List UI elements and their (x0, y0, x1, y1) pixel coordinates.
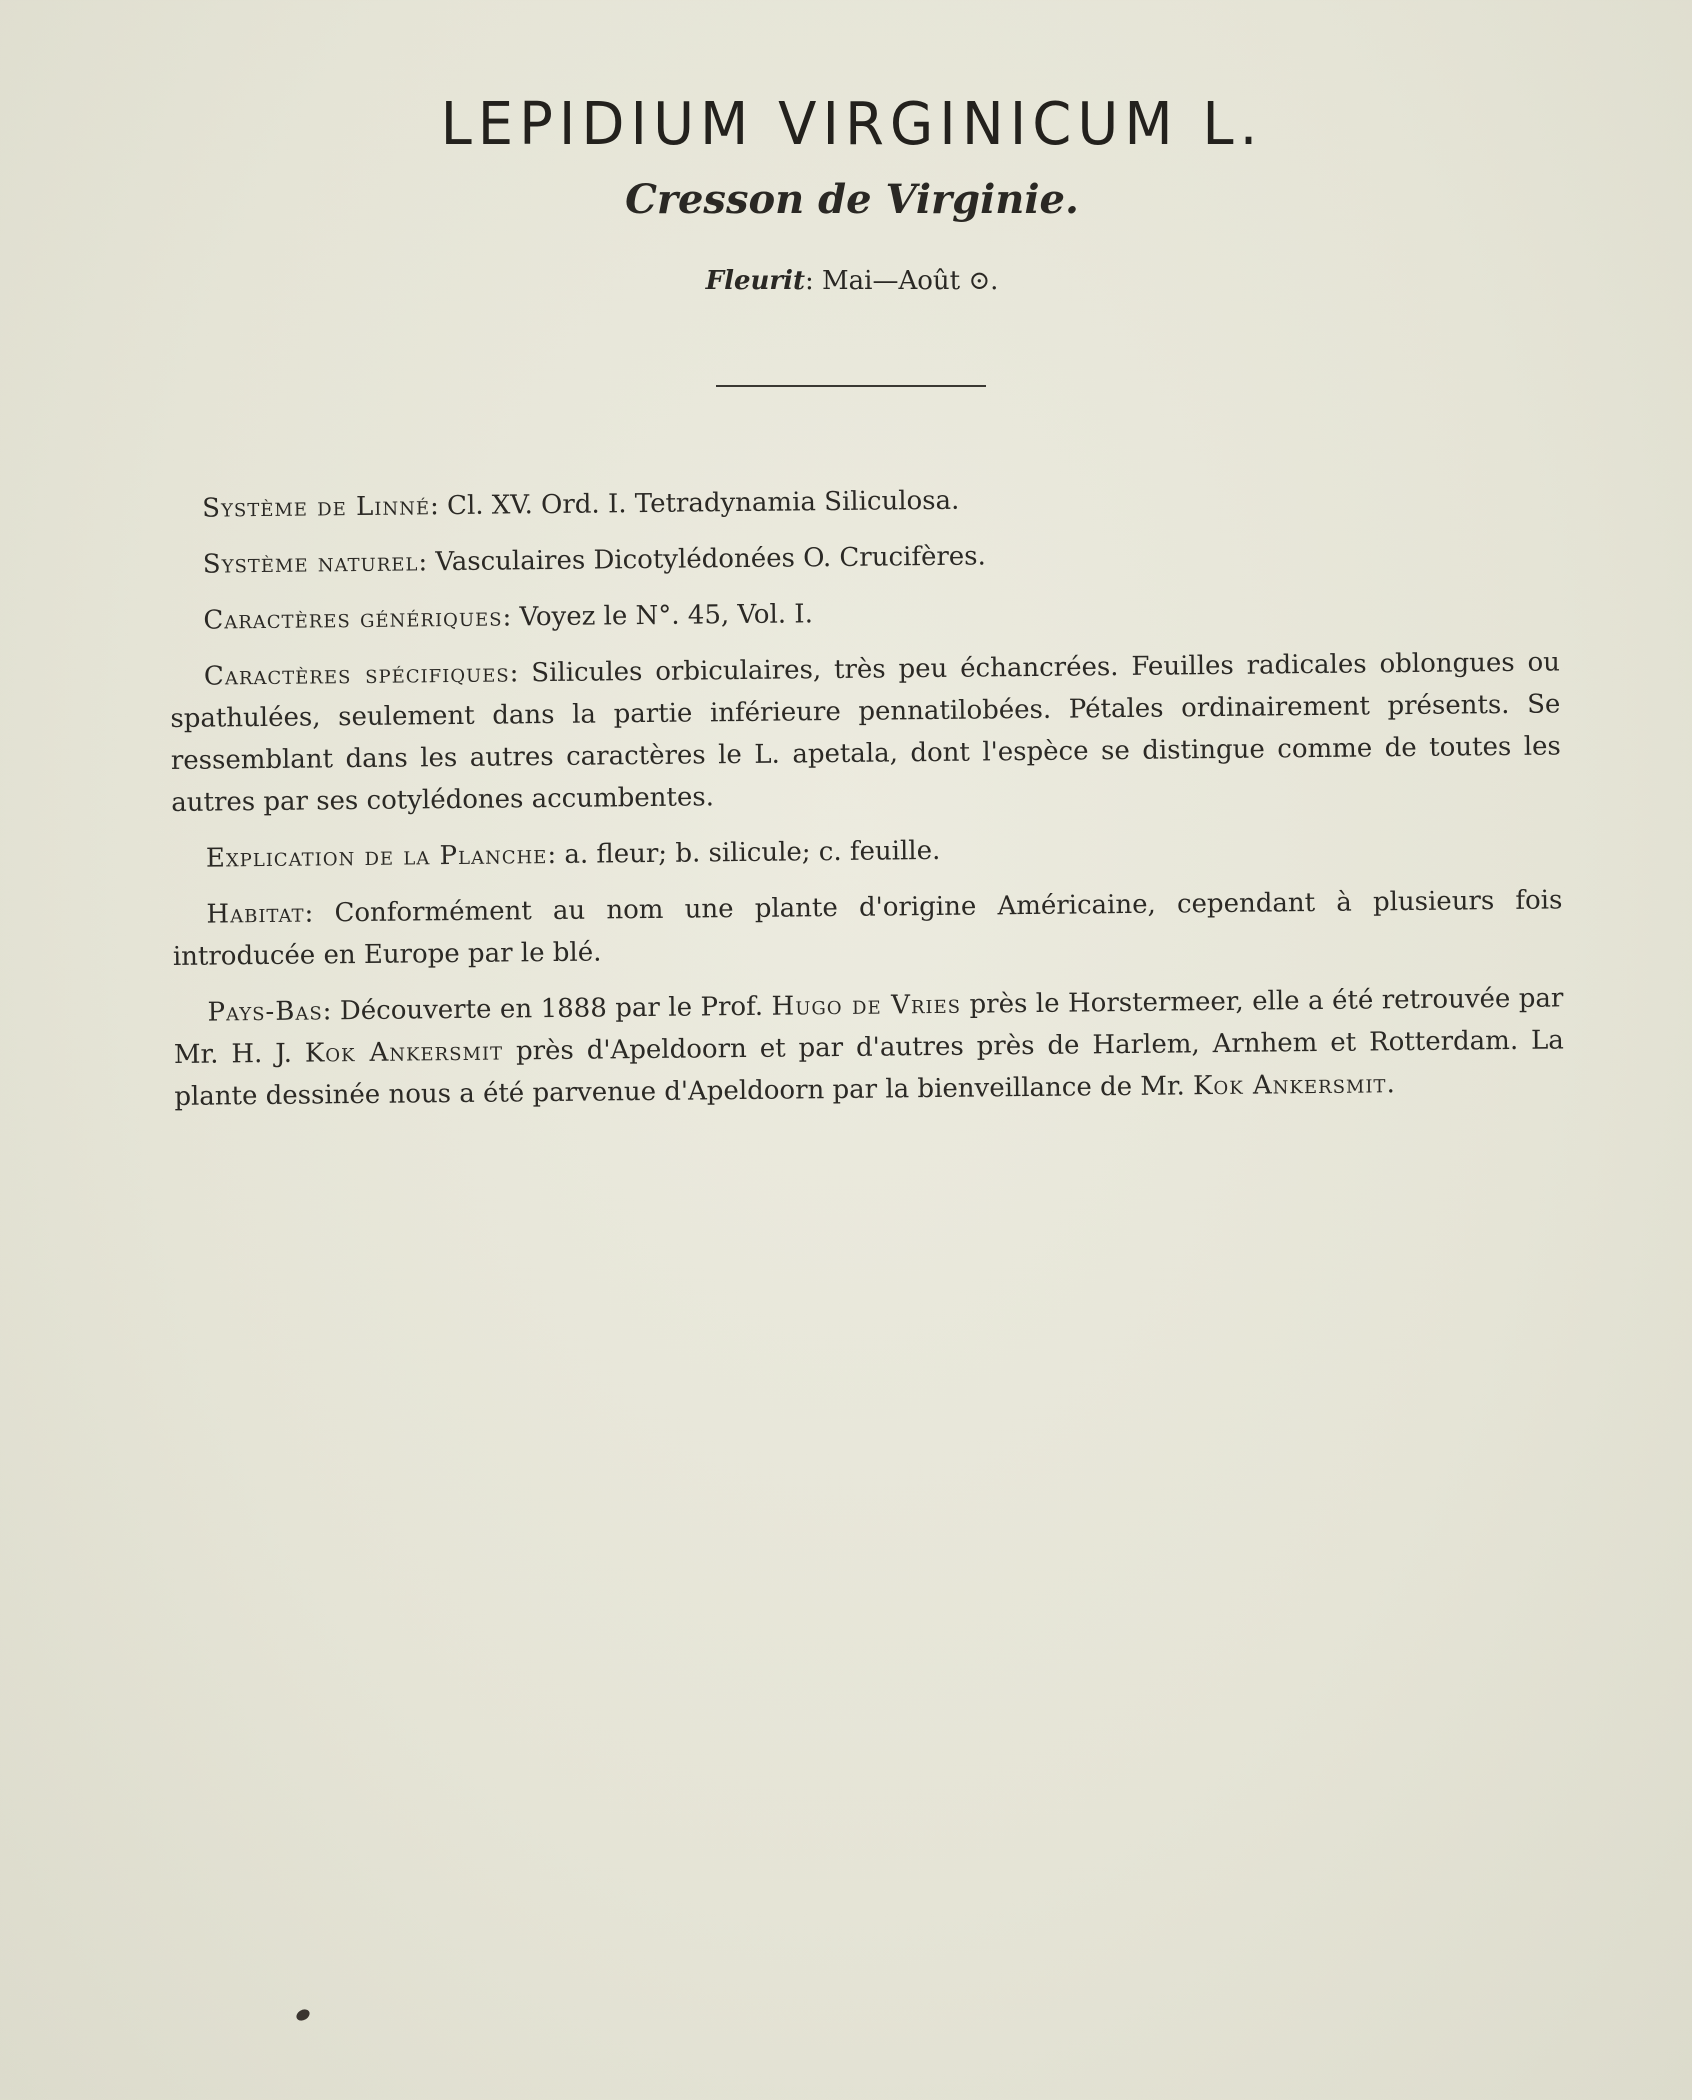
entry-label: Système de Linné (202, 491, 431, 524)
entry-label: Système naturel (202, 547, 419, 580)
entry-text: : Silicules orbiculaires, très peu échancrées. Feuilles radicales oblongues ou spathulées, seulement dans la partie inférieure pennatilobées. Pétales ordinairement présents. Se ressemblant dans les autres caractères le L. apetala, dont l'espèce se distingue comme de toutes les autres par ses cotylédones accumbentes. (170, 647, 1561, 818)
entry-text: près le Horstermeer, elle a été retrouvée par Mr. H. J. (173, 983, 1564, 1070)
ink-speck (294, 2007, 311, 2023)
entry-plate-explanation (172, 823, 1562, 880)
entry-label: Caractères spécifiques (203, 658, 510, 692)
entry-natural-system (169, 529, 1559, 586)
entry-text: . (1386, 1069, 1395, 1100)
person-name: Hugo de Vries (771, 989, 962, 1022)
flowering-value: : Mai—Août ⊙. (804, 266, 999, 296)
entry-text: : a. fleur; b. silicule; c. feuille. (547, 835, 941, 871)
entry-label: Pays-Bas (207, 996, 323, 1028)
entry-linne-system (168, 473, 1558, 530)
entry-habitat (172, 879, 1563, 978)
entry-text: : Voyez le N°. 45, Vol. I. (502, 599, 814, 633)
entry-specific-characters (170, 641, 1562, 824)
person-name: Kok Ankersmit (304, 1036, 504, 1069)
flowering-period (6, 266, 1692, 296)
person-name: Kok Ankersmit (1192, 1069, 1387, 1102)
separator-rule (716, 385, 986, 387)
entry-text: près d'Apeldoorn et par d'autres près de Harlem, Arnhem et Rotterdam. La plante dessinée nous a été parvenue d'Apeldoorn par la bienveillance de Mr. (174, 1025, 1565, 1112)
entry-label: Caractères génériques (203, 602, 503, 636)
species-title: LEPIDIUM VIRGINICUM L. (440, 90, 1264, 159)
entry-text: : Conformément au nom une plante d'origine Américaine, cependant à plusieurs fois introducée en Europe par le blé. (172, 885, 1563, 972)
entry-text: : Cl. XV. Ord. I. Tetradynamia Siliculosa. (429, 485, 960, 522)
entry-netherlands (173, 977, 1564, 1118)
flowering-label: Fleurit (705, 266, 805, 296)
entry-label: Explication de la Planche (205, 840, 548, 874)
description-body (168, 473, 1565, 1132)
common-name: Cresson de Virginie. (625, 176, 1079, 223)
entry-text: : Découverte en 1888 par le Prof. (322, 991, 772, 1027)
entry-label: Habitat (206, 898, 305, 930)
entry-generic-characters (169, 585, 1559, 642)
entry-text: : Vasculaires Dicotylédonées O. Crucifères. (418, 541, 986, 578)
